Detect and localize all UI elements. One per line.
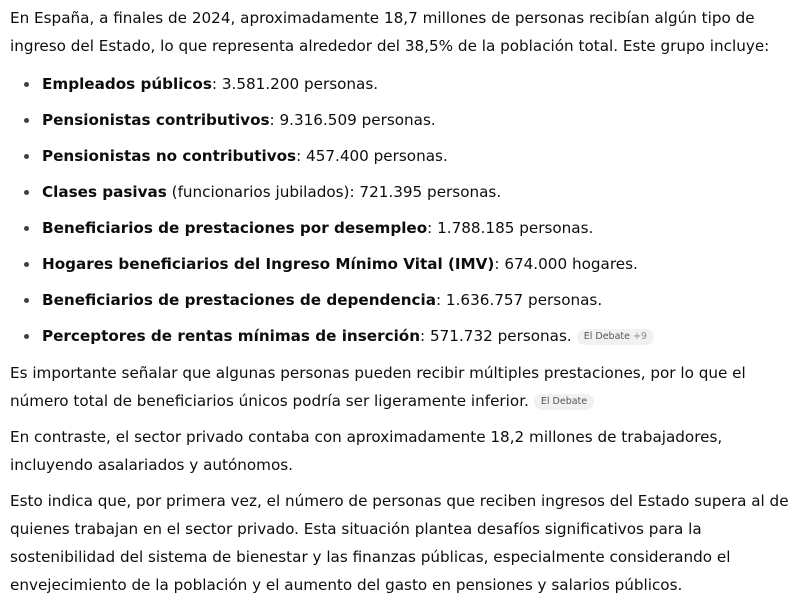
list-item-label: Pensionistas no contributivos [42, 147, 297, 165]
note-paragraph [10, 359, 789, 415]
intro-paragraph: En España, a finales de 2024, aproximadamente 18,7 millones de personas recibían algún tipo de ingreso del Estado, lo que representa alrededor del 38,5% de la población total. Este grupo incluye: [10, 9, 770, 55]
contrast-paragraph: En contraste, el sector privado contaba con aproximadamente 18,2 millones de trabajadores, incluyendo asalariados y autónomos. [10, 428, 723, 474]
list-item-value: : 1.788.185 personas. [427, 219, 594, 237]
list-item [10, 246, 789, 282]
list-item-label: Hogares beneficiarios del Ingreso Mínimo Vital (IMV) [42, 255, 495, 273]
list-item-label: Clases pasivas [42, 183, 167, 201]
citation-source: El Debate [540, 396, 588, 407]
list-item [10, 102, 789, 138]
list-item-value: : 9.316.509 personas. [269, 111, 436, 129]
list-item-label: Beneficiarios de prestaciones por desempleo [42, 219, 428, 237]
list-item-label: Empleados públicos [42, 75, 212, 93]
list-item-label: Pensionistas contributivos [42, 111, 270, 129]
list-item-value: : 457.400 personas. [296, 147, 448, 165]
citation-chip-el-debate-2[interactable] [534, 394, 594, 410]
citation-more-count: +9 [632, 331, 647, 342]
list-item-label: Perceptores de rentas mínimas de inserción [42, 327, 421, 345]
list-item [10, 138, 789, 174]
list-item-value: : 3.581.200 personas. [211, 75, 379, 93]
list-item [10, 282, 789, 318]
citation-source: El Debate [583, 331, 630, 342]
list-item-value: (funcionarios jubilados): 721.395 personas. [166, 183, 502, 201]
citation-chip-el-debate[interactable] [577, 329, 654, 345]
list-item-value: : 1.636.757 personas. [435, 291, 603, 309]
list-item [10, 66, 789, 102]
list-item-value: : 674.000 hogares. [494, 255, 638, 273]
list-item [10, 210, 789, 246]
conclusion-paragraph: Esto indica que, por primera vez, el número de personas que reciben ingresos del Estado supera al de quienes trabajan en el sector privado. Esta situación plantea desafíos significativos para la sostenibilidad del sistema de bienestar y las finanzas públicas, especialmente considerando el envejecimiento de la población y el aumento del gasto en pensiones y salarios públicos. [10, 492, 789, 594]
list-item [10, 318, 789, 354]
list-item-value: : 571.732 personas. [420, 327, 572, 345]
list-item [10, 174, 789, 210]
note-text: Es importante señalar que algunas personas pueden recibir múltiples prestaciones, por lo que el número total de beneficiarios únicos podría ser ligeramente inferior. [10, 364, 746, 410]
benefits-list [10, 66, 789, 354]
list-item-label: Beneficiarios de prestaciones de dependencia [42, 291, 436, 309]
